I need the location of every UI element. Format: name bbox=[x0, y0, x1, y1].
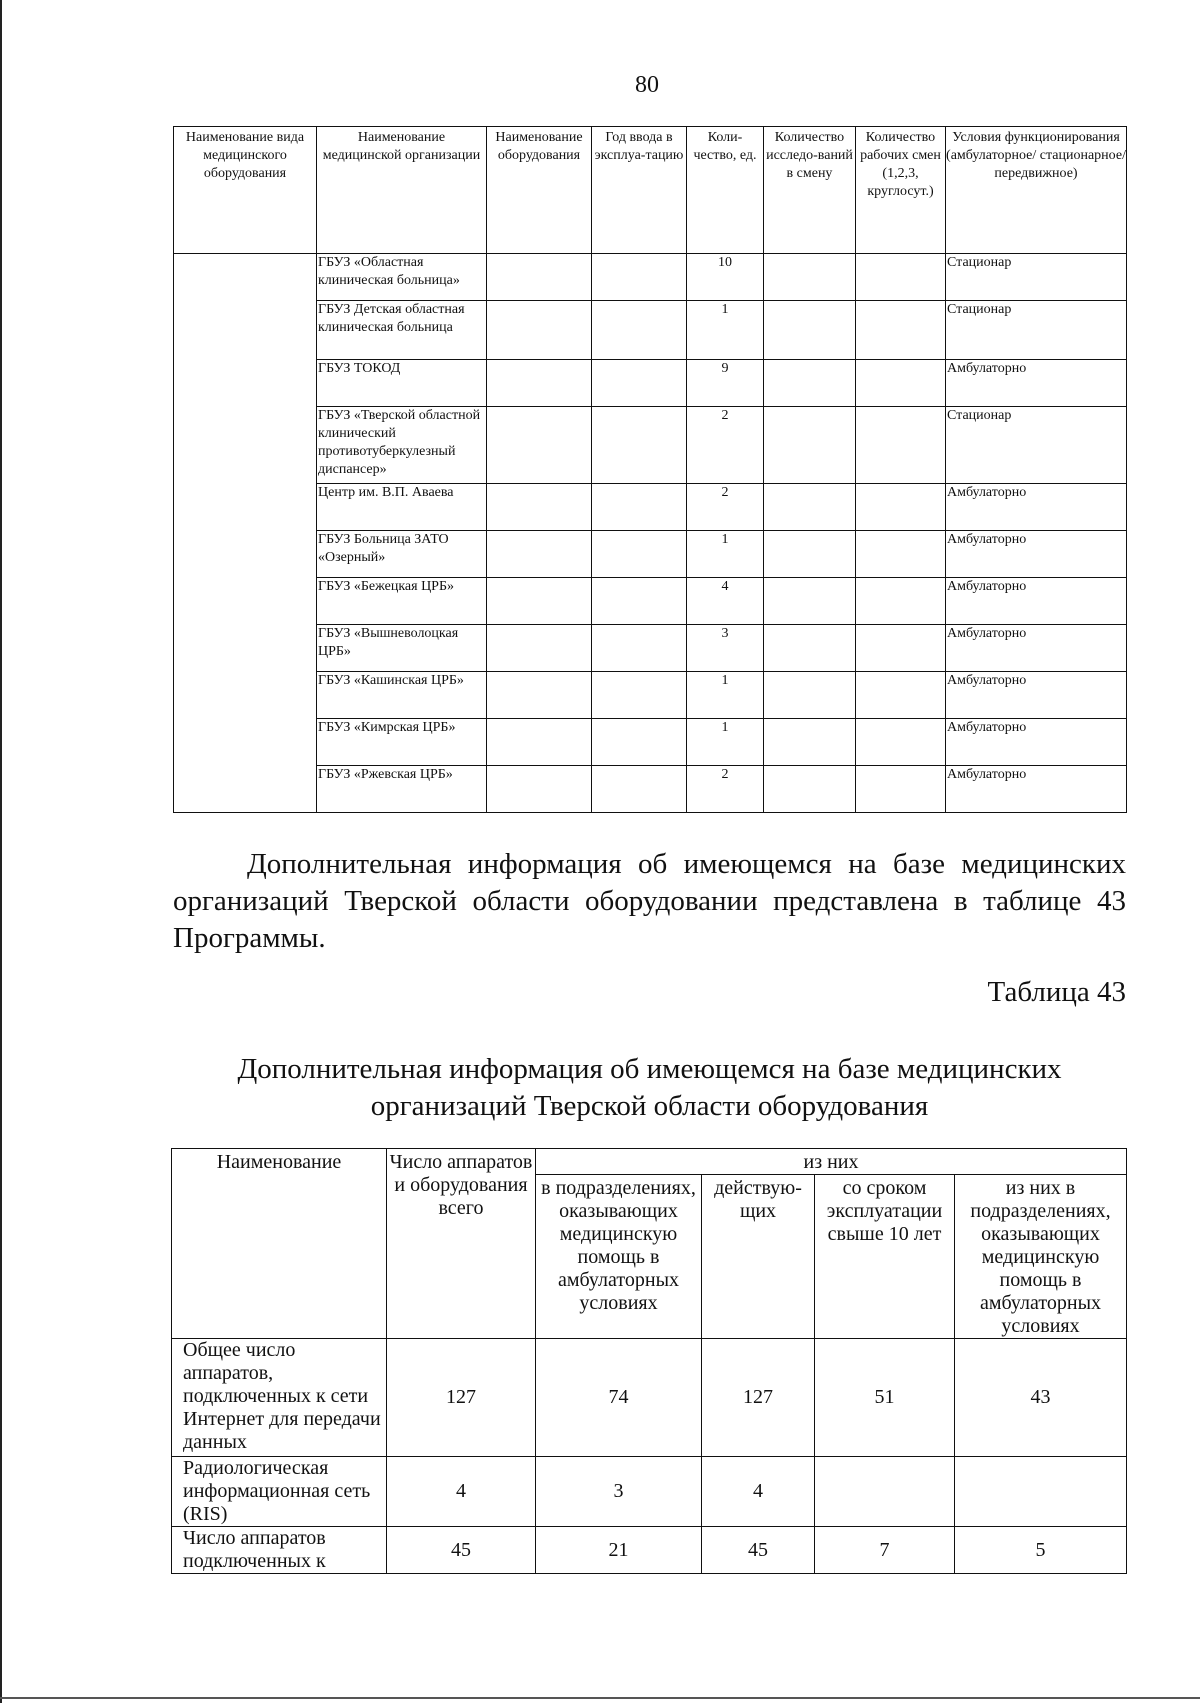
table-cell bbox=[856, 301, 946, 360]
table-cell bbox=[487, 672, 592, 719]
table-cell bbox=[856, 578, 946, 625]
table1-header-year: Год ввода в эксплуа-тацию bbox=[592, 127, 687, 254]
table-cell bbox=[487, 484, 592, 531]
value-cell: 4 bbox=[702, 1457, 815, 1527]
table-cell bbox=[764, 407, 856, 484]
table1-header-studies-per-shift: Количество исследо-ваний в смену bbox=[764, 127, 856, 254]
table-row bbox=[172, 1339, 1127, 1457]
table-row bbox=[174, 531, 1127, 578]
table-cell bbox=[856, 484, 946, 531]
quantity-cell: 1 bbox=[687, 531, 764, 578]
table-cell bbox=[764, 625, 856, 672]
organization-cell: ГБУЗ «Областная клиническая больница» bbox=[317, 254, 487, 301]
table-cell bbox=[856, 719, 946, 766]
table-title-line: Дополнительная информация об имеющемся на базе медицинских bbox=[237, 1053, 1062, 1085]
table-cell bbox=[487, 254, 592, 301]
table2-subheader-outpatient: в подразделениях, оказывающих медицинскую помощь в амбулаторных условиях bbox=[536, 1175, 702, 1339]
table-cell bbox=[487, 719, 592, 766]
table-cell bbox=[592, 672, 687, 719]
table1-header-conditions: Условия функционирования (амбулаторное/ стационарное/ передвижное) bbox=[946, 127, 1127, 254]
table-cell bbox=[764, 578, 856, 625]
table-cell bbox=[174, 531, 317, 578]
table2-header-row bbox=[172, 1149, 1127, 1175]
table-cell bbox=[174, 672, 317, 719]
conditions-cell: Амбулаторно bbox=[946, 484, 1127, 531]
table-cell bbox=[764, 719, 856, 766]
organization-cell: ГБУЗ ТОКОД bbox=[317, 360, 487, 407]
organization-cell: ГБУЗ «Кимрская ЦРБ» bbox=[317, 719, 487, 766]
table-cell bbox=[487, 301, 592, 360]
quantity-cell: 2 bbox=[687, 766, 764, 813]
info-paragraph bbox=[173, 846, 1126, 957]
table-cell bbox=[592, 484, 687, 531]
table2-header-name: Наименование bbox=[172, 1149, 387, 1339]
quantity-cell: 1 bbox=[687, 719, 764, 766]
organization-cell: ГБУЗ «Кашинская ЦРБ» bbox=[317, 672, 487, 719]
organization-cell: ГБУЗ «Бежецкая ЦРБ» bbox=[317, 578, 487, 625]
quantity-cell: 3 bbox=[687, 625, 764, 672]
table-cell bbox=[592, 719, 687, 766]
row-name-cell: Число аппаратов подключенных к bbox=[172, 1527, 387, 1574]
table-row bbox=[172, 1527, 1127, 1574]
conditions-cell: Стационар bbox=[946, 254, 1127, 301]
quantity-cell: 2 bbox=[687, 484, 764, 531]
table-cell bbox=[764, 531, 856, 578]
table-cell bbox=[764, 672, 856, 719]
table-cell bbox=[764, 254, 856, 301]
table-cell bbox=[487, 360, 592, 407]
table-cell bbox=[174, 578, 317, 625]
quantity-cell: 2 bbox=[687, 407, 764, 484]
conditions-cell: Амбулаторно bbox=[946, 672, 1127, 719]
scan-edge-bottom bbox=[0, 1697, 1200, 1699]
table-cell bbox=[174, 301, 317, 360]
conditions-cell: Стационар bbox=[946, 301, 1127, 360]
conditions-cell: Амбулаторно bbox=[946, 531, 1127, 578]
value-cell: 7 bbox=[815, 1527, 955, 1574]
table-row bbox=[172, 1457, 1127, 1527]
value-cell: 5 bbox=[955, 1527, 1127, 1574]
table-cell bbox=[174, 407, 317, 484]
table-row bbox=[174, 719, 1127, 766]
scan-edge-left bbox=[0, 0, 2, 1703]
table-cell bbox=[856, 766, 946, 813]
value-cell bbox=[955, 1457, 1127, 1527]
organization-cell: ГБУЗ Детская областная клиническая больница bbox=[317, 301, 487, 360]
conditions-cell: Стационар bbox=[946, 407, 1127, 484]
page-number: 80 bbox=[635, 72, 659, 98]
table2-subheader-active: действую-щих bbox=[702, 1175, 815, 1339]
table2-subheader-outpatient-old: из них в подразделениях, оказывающих медицинскую помощь в амбулаторных условиях bbox=[955, 1175, 1127, 1339]
quantity-cell: 1 bbox=[687, 301, 764, 360]
paragraph-text: Дополнительная информация об имеющемся на базе медицинских организаций Тверской области оборудовании представлена в таблице 43 Программы. bbox=[173, 848, 1126, 954]
row-name-cell: Радиологическая информационная сеть (RIS) bbox=[172, 1457, 387, 1527]
quantity-cell: 9 bbox=[687, 360, 764, 407]
table-cell bbox=[764, 766, 856, 813]
table-cell bbox=[487, 578, 592, 625]
table-row bbox=[174, 625, 1127, 672]
value-cell: 45 bbox=[387, 1527, 536, 1574]
table-cell bbox=[174, 719, 317, 766]
quantity-cell: 4 bbox=[687, 578, 764, 625]
table-row bbox=[174, 254, 1127, 301]
table-cell bbox=[764, 301, 856, 360]
table-row bbox=[174, 766, 1127, 813]
table-title bbox=[173, 1051, 1126, 1125]
conditions-cell: Амбулаторно bbox=[946, 766, 1127, 813]
value-cell: 45 bbox=[702, 1527, 815, 1574]
value-cell: 3 bbox=[536, 1457, 702, 1527]
table-cell bbox=[856, 407, 946, 484]
table-row bbox=[174, 407, 1127, 484]
value-cell: 21 bbox=[536, 1527, 702, 1574]
additional-equipment-table bbox=[171, 1148, 1127, 1574]
table-cell bbox=[592, 531, 687, 578]
table-cell bbox=[856, 672, 946, 719]
conditions-cell: Амбулаторно bbox=[946, 360, 1127, 407]
table-label: Таблица 43 bbox=[987, 976, 1126, 1008]
table1-header-equipment-type: Наименование вида медицинского оборудования bbox=[174, 127, 317, 254]
equipment-by-organization-table bbox=[173, 126, 1127, 813]
table-cell bbox=[592, 360, 687, 407]
table1-header-equipment-name: Наименование оборудования bbox=[487, 127, 592, 254]
table-cell bbox=[856, 254, 946, 301]
table-row bbox=[174, 301, 1127, 360]
organization-cell: Центр им. В.П. Аваева bbox=[317, 484, 487, 531]
table-row bbox=[174, 360, 1127, 407]
table-cell bbox=[487, 407, 592, 484]
table1-header-row bbox=[174, 127, 1127, 254]
table-row bbox=[174, 672, 1127, 719]
value-cell: 74 bbox=[536, 1339, 702, 1457]
table2-header-total: Число аппаратов и оборудования всего bbox=[387, 1149, 536, 1339]
table-cell bbox=[174, 766, 317, 813]
table-cell bbox=[856, 360, 946, 407]
value-cell: 51 bbox=[815, 1339, 955, 1457]
value-cell: 43 bbox=[955, 1339, 1127, 1457]
organization-cell: ГБУЗ «Вышневолоцкая ЦРБ» bbox=[317, 625, 487, 672]
value-cell: 4 bbox=[387, 1457, 536, 1527]
quantity-cell: 10 bbox=[687, 254, 764, 301]
table-cell bbox=[856, 531, 946, 578]
conditions-cell: Амбулаторно bbox=[946, 719, 1127, 766]
table1-header-quantity: Коли-чество, ед. bbox=[687, 127, 764, 254]
value-cell: 127 bbox=[702, 1339, 815, 1457]
value-cell bbox=[815, 1457, 955, 1527]
organization-cell: ГБУЗ «Тверской областной клинический противотуберкулезный диспансер» bbox=[317, 407, 487, 484]
quantity-cell: 1 bbox=[687, 672, 764, 719]
table2-header-group: из них bbox=[536, 1149, 1127, 1175]
table-row bbox=[174, 578, 1127, 625]
table-cell bbox=[487, 625, 592, 672]
table-cell bbox=[174, 254, 317, 301]
table-cell bbox=[174, 360, 317, 407]
table-cell bbox=[592, 766, 687, 813]
table-cell bbox=[592, 301, 687, 360]
table-cell bbox=[856, 625, 946, 672]
table-cell bbox=[487, 766, 592, 813]
organization-cell: ГБУЗ Больница ЗАТО «Озерный» bbox=[317, 531, 487, 578]
table-cell bbox=[592, 625, 687, 672]
table-cell bbox=[764, 484, 856, 531]
table2-subheader-over-10-years: со сроком эксплуатации свыше 10 лет bbox=[815, 1175, 955, 1339]
conditions-cell: Амбулаторно bbox=[946, 578, 1127, 625]
table-cell bbox=[592, 407, 687, 484]
table-title-line: организаций Тверской области оборудования bbox=[370, 1090, 929, 1122]
organization-cell: ГБУЗ «Ржевская ЦРБ» bbox=[317, 766, 487, 813]
table-cell bbox=[592, 254, 687, 301]
table1-header-organization: Наименование медицинской организации bbox=[317, 127, 487, 254]
row-name-cell: Общее число аппаратов, подключенных к сети Интернет для передачи данных bbox=[172, 1339, 387, 1457]
table1-header-shifts: Количество рабочих смен (1,2,3, круглосут.) bbox=[856, 127, 946, 254]
table-cell bbox=[592, 578, 687, 625]
table-row bbox=[174, 484, 1127, 531]
value-cell: 127 bbox=[387, 1339, 536, 1457]
table-cell bbox=[764, 360, 856, 407]
table-cell bbox=[174, 484, 317, 531]
conditions-cell: Амбулаторно bbox=[946, 625, 1127, 672]
table-cell bbox=[174, 625, 317, 672]
table-cell bbox=[487, 531, 592, 578]
